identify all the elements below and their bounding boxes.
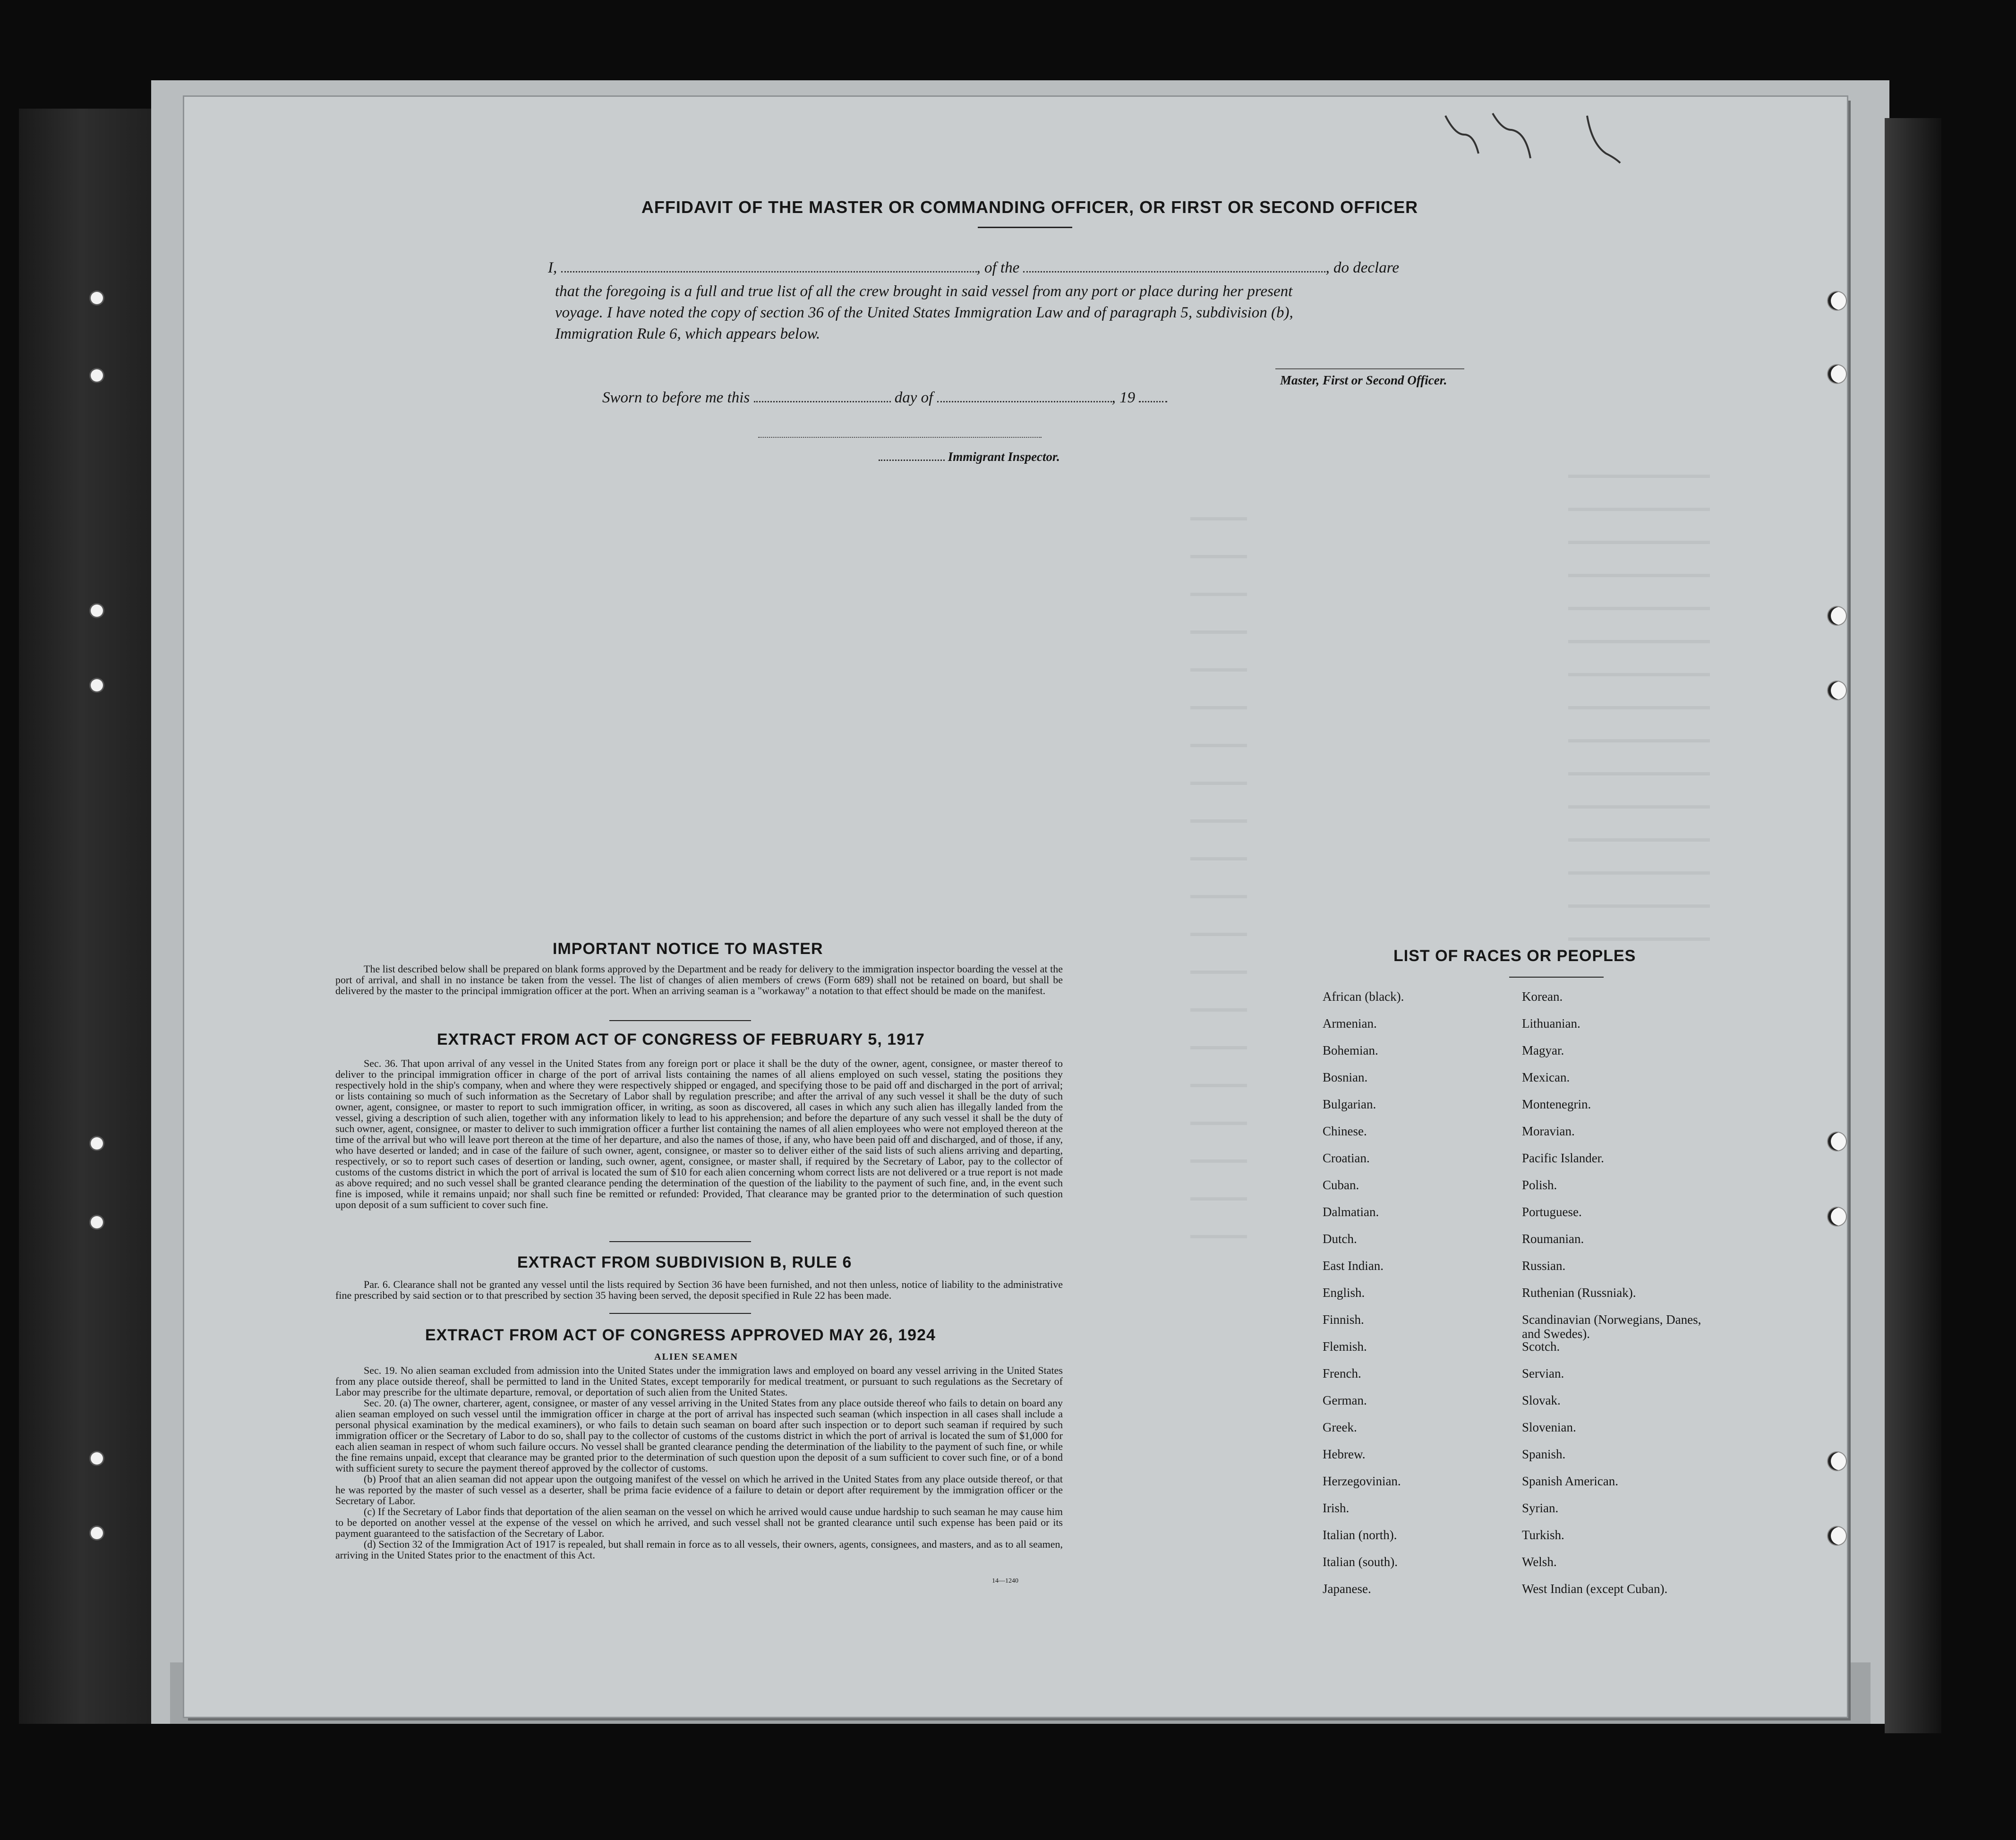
race-item: Turkish. (1522, 1528, 1564, 1542)
race-item: Welsh. (1522, 1555, 1557, 1569)
signature-label: Master, First or Second Officer. (1280, 373, 1447, 387)
race-item: Moravian. (1522, 1124, 1575, 1138)
alien-seamen-subtitle: ALIEN SEAMEN (654, 1352, 738, 1362)
race-item: Polish. (1522, 1178, 1557, 1192)
extract-1924-text (335, 1365, 1063, 1560)
races-title: LIST OF RACES OR PEOPLES (1393, 947, 1636, 965)
race-item: Armenian. (1323, 1016, 1377, 1031)
sworn-prefix: Sworn to before me this (602, 389, 750, 406)
section-divider (609, 1241, 751, 1242)
extract-1917-title: EXTRACT FROM ACT OF CONGRESS OF FEBRUARY 5, 1917 (437, 1031, 925, 1048)
inspector-line (879, 446, 1060, 467)
races-right-column (1522, 989, 1720, 1609)
race-item: Lithuanian. (1522, 1016, 1580, 1031)
extract-rule6-title: EXTRACT FROM SUBDIVISION B, RULE 6 (517, 1253, 852, 1271)
affidavit-line-3: voyage. I have noted the copy of section 36 of the United States Immigration Law and of paragraph 5, subdivision (b), (555, 304, 1293, 321)
sworn-line (602, 387, 1264, 408)
affidavit-of-the: , of the (976, 259, 1020, 276)
race-item: Montenegrin. (1522, 1097, 1591, 1111)
bleed-through-text (1568, 449, 1710, 945)
race-item: Spanish. (1522, 1447, 1566, 1461)
race-item: Scotch. (1522, 1339, 1560, 1354)
affidavit-line-1 (548, 257, 1502, 278)
punch-hole (91, 1452, 103, 1465)
races-divider (1509, 977, 1604, 978)
affidavit-i: I, (548, 259, 557, 276)
sec-20d-paragraph: (d) Section 32 of the Immigration Act of 1917 is repealed, but shall remain in force as to all vessels, their owners, agents, consignees, and masters, and as to all seamen, arriving in the United States prior to the enactment of this Act. (335, 1538, 1063, 1561)
races-left-column (1323, 989, 1502, 1609)
punch-hole (1828, 1452, 1846, 1470)
extract-1924-title: EXTRACT FROM ACT OF CONGRESS APPROVED MAY 26, 1924 (425, 1326, 936, 1344)
race-item: Servian. (1522, 1366, 1564, 1380)
race-item: German. (1323, 1393, 1367, 1407)
race-item: Mexican. (1522, 1070, 1570, 1084)
punch-hole (1828, 1527, 1846, 1545)
notice-paragraph: The list described below shall be prepared on blank forms approved by the Department and be ready for delivery to the immigration inspector boarding the vessel at the port of arrival, and shall in no instance be taken from the vessel. The list of changes of alien members of crews (Form 689) shall not be retained on board, but shall be delivered by the master to the principal immigration officer at the port. When an arriving seaman is a "workaway" a notation to that effect should be made on the manifest. (335, 963, 1063, 997)
punch-hole (1828, 1133, 1846, 1150)
bleed-through-text (1190, 486, 1247, 1242)
notice-title: IMPORTANT NOTICE TO MASTER (553, 940, 823, 958)
extract-rule6-text (335, 1279, 1063, 1301)
title-divider (978, 227, 1072, 228)
race-item: West Indian (except Cuban). (1522, 1582, 1668, 1596)
sec-36-paragraph: Sec. 36. That upon arrival of any vessel in the United States from any foreign port or place it shall be the duty of the owner, agent, consignee, or master thereof to deliver to the principal immigration officer in charge of the port of arrival lists containing the names of all aliens employed on such vessel, stating the positions they respectively hold in the ship's company, when and where they were respectively shipped or engaged, and specifying those to be paid off and discharged in the port of arrival; or lists containing so much of such information as the Secretary of Labor shall by regulation prescribe; and after the arrival of any such vessel it shall be the duty of such owner, agent, consignee, or master to report to such immigration officer, in writing, as soon as discovered, all cases in which any such alien has illegally landed from the vessel, giving a description of such alien, together with any information likely to lead to his apprehension; and before the departure of any such vessel it shall be the duty of such owner, agent, consignee, or master to deliver to such immigration officer a further list containing the names of all alien employees who were not employed thereon at the time of the arrival but who will leave port thereon at the time of her departure, and also the names of those, if any, who have been paid off and discharged, and of those, if any, who have deserted or landed; and in case of the failure of such owner, agent, consignee, or master so to deliver either of the said lists of such aliens arriving and departing, respectively, or so to report such cases of desertion or landing, such owner, agent, consignee, or master shall, if required by the Secretary of Labor, pay to the collector of customs of the customs district in which the port of arrival is located the sum of $10 for each alien concerning whom correct lists are not delivered or a true report is not made as above required; and no such vessel shall be granted clearance pending the determination of the question of the liability to the payment of such fine, and, in the event such fine is imposed, while it remains unpaid; nor shall such fine be remitted or refunded: Provided, That clearance may be granted prior to the determination of such question upon deposit of a sum sufficient to cover such fine. (335, 1057, 1063, 1210)
punch-hole (91, 1137, 103, 1150)
form-number: 14—1240 (992, 1577, 1018, 1584)
race-item: Hebrew. (1323, 1447, 1366, 1461)
punch-hole (91, 369, 103, 382)
handwritten-marks (1436, 106, 1634, 172)
punch-hole (1828, 607, 1846, 625)
race-item: Dutch. (1323, 1232, 1357, 1246)
punch-hole (1828, 681, 1846, 699)
race-item: English. (1323, 1286, 1365, 1300)
extract-1917-text (335, 1058, 1063, 1210)
race-item: Magyar. (1522, 1043, 1564, 1057)
race-item: Slovenian. (1522, 1420, 1576, 1434)
punch-hole (1828, 1208, 1846, 1226)
race-item: Pacific Islander. (1522, 1151, 1604, 1165)
punch-hole (91, 1216, 103, 1228)
right-binding-edge (1885, 118, 1941, 1733)
race-item: Bosnian. (1323, 1070, 1368, 1084)
race-item: Bulgarian. (1323, 1097, 1376, 1111)
race-item: Slovak. (1522, 1393, 1561, 1407)
race-item: Greek. (1323, 1420, 1357, 1434)
race-item: Finnish. (1323, 1312, 1364, 1327)
section-divider (609, 1020, 751, 1021)
race-item: African (black). (1323, 989, 1404, 1004)
notice-text (335, 963, 1063, 996)
affidavit-line-2: that the foregoing is a full and true list of all the crew brought in said vessel from any port or place during her present (555, 283, 1293, 300)
race-item: Italian (north). (1323, 1528, 1397, 1542)
punch-hole (91, 679, 103, 691)
race-item: Roumanian. (1522, 1232, 1584, 1246)
affidavit-declare: , do declare (1325, 259, 1399, 276)
punch-hole (91, 605, 103, 617)
sec-20c-paragraph: (c) If the Secretary of Labor finds that deportation of the alien seaman on the vessel on which he arrived would cause undue hardship to such seaman he may cause him to be deported on another vessel at the expense of the vessel on which he arrived, and such vessel shall not be granted clearance until such expense has been paid or its payment guaranteed to the satisfaction of the Secretary of Labor. (335, 1506, 1063, 1539)
inspector-label: Immigrant Inspector. (948, 450, 1060, 464)
sworn-day-of: day of (894, 389, 933, 406)
race-item: Irish. (1323, 1501, 1350, 1515)
punch-hole (91, 1527, 103, 1539)
name-field[interactable] (561, 260, 977, 273)
inspector-signature-line[interactable] (758, 437, 1042, 438)
punch-hole (1828, 292, 1846, 310)
race-item: Korean. (1522, 989, 1563, 1004)
race-item: Ruthenian (Russniak). (1522, 1286, 1636, 1300)
race-item: Spanish American. (1522, 1474, 1618, 1488)
sec-20b-paragraph: (b) Proof that an alien seaman did not appear upon the outgoing manifest of the vessel on which he arrived in the United States from any place outside thereof, or that he was reported by the master of such vessel as a deserter, shall be prima facie evidence of a failure to detain or deport after requirement by the immigration officer or the Secretary of Labor. (335, 1473, 1063, 1507)
race-item: Scandinavian (Norwegians, Danes, and Swedes). (1522, 1312, 1701, 1341)
race-item: Chinese. (1323, 1124, 1367, 1138)
par-6-paragraph: Par. 6. Clearance shall not be granted any vessel until the lists required by Section 36 have been furnished, and not then unless, notice of liability to the administrative fine prescribed by said section or to that prescribed by section 35 having been served, the deposit specified in Rule 22 has been made. (335, 1278, 1063, 1301)
race-item: Dalmatian. (1323, 1205, 1379, 1219)
race-item: Bohemian. (1323, 1043, 1378, 1057)
race-item: Japanese. (1323, 1582, 1371, 1596)
race-item: Russian. (1522, 1259, 1566, 1273)
race-item: Cuban. (1323, 1178, 1359, 1192)
affidavit-title: AFFIDAVIT OF THE MASTER OR COMMANDING OFFICER, OR FIRST OR SECOND OFFICER (641, 197, 1418, 217)
race-item: Italian (south). (1323, 1555, 1398, 1569)
sworn-year: , 19 (1111, 389, 1136, 406)
sworn-year-field[interactable] (1139, 390, 1167, 402)
race-item: Herzegovinian. (1323, 1474, 1401, 1488)
race-item: French. (1323, 1366, 1361, 1380)
race-item: Syrian. (1522, 1501, 1559, 1515)
signature-line[interactable] (1275, 368, 1464, 369)
race-item: Portuguese. (1522, 1205, 1582, 1219)
sworn-month-field[interactable] (937, 390, 1112, 402)
affidavit-line-4: Immigration Rule 6, which appears below. (555, 325, 820, 342)
sec-20a-paragraph: Sec. 20. (a) The owner, charterer, agent, consignee, or master of any vessel arriving in the United States from any place outside thereof who fails to detain on board any alien seaman employed on such vessel until the immigration officer in charge at the port of arrival has inspected such seaman (which inspection in all cases shall include a personal physical examination by the medical examiners), or who fails to detain such seaman on board after such inspection or to deport such seaman if required by such immigration officer or the Secretary of Labor to do so, shall pay to the collector of customs of the customs district in which the port of arrival is located the sum of $1,000 for each alien seaman in respect of whom such failure occurs. No vessel shall be granted clearance pending the determination of the liability to the payment of such fine, or while the fine remains unpaid, except that clearance may be granted prior to the determination of such question upon the deposit of a sum sufficient to cover such fine, or of a bond with sufficient surety to secure the payment thereof approved by the collector of customs. (335, 1397, 1063, 1474)
sec-19-paragraph: Sec. 19. No alien seaman excluded from admission into the United States under the immigration laws and employed on board any vessel arriving in the United States from any place outside thereof, shall be permitted to land in the United States, except temporarily for medical treatment, or pursuant to such regulations as the Secretary of Labor may prescribe for the ultimate departure, removal, or deportation of such alien from the United States. (335, 1364, 1063, 1398)
inspector-field[interactable] (879, 453, 945, 461)
race-item: Croatian. (1323, 1151, 1370, 1165)
sworn-day-field[interactable] (754, 390, 891, 402)
race-item: East Indian. (1323, 1259, 1384, 1273)
punch-hole (1828, 365, 1846, 383)
punch-hole (91, 292, 103, 304)
race-item: Flemish. (1323, 1339, 1367, 1354)
section-divider (609, 1313, 751, 1314)
vessel-field[interactable] (1023, 260, 1325, 273)
